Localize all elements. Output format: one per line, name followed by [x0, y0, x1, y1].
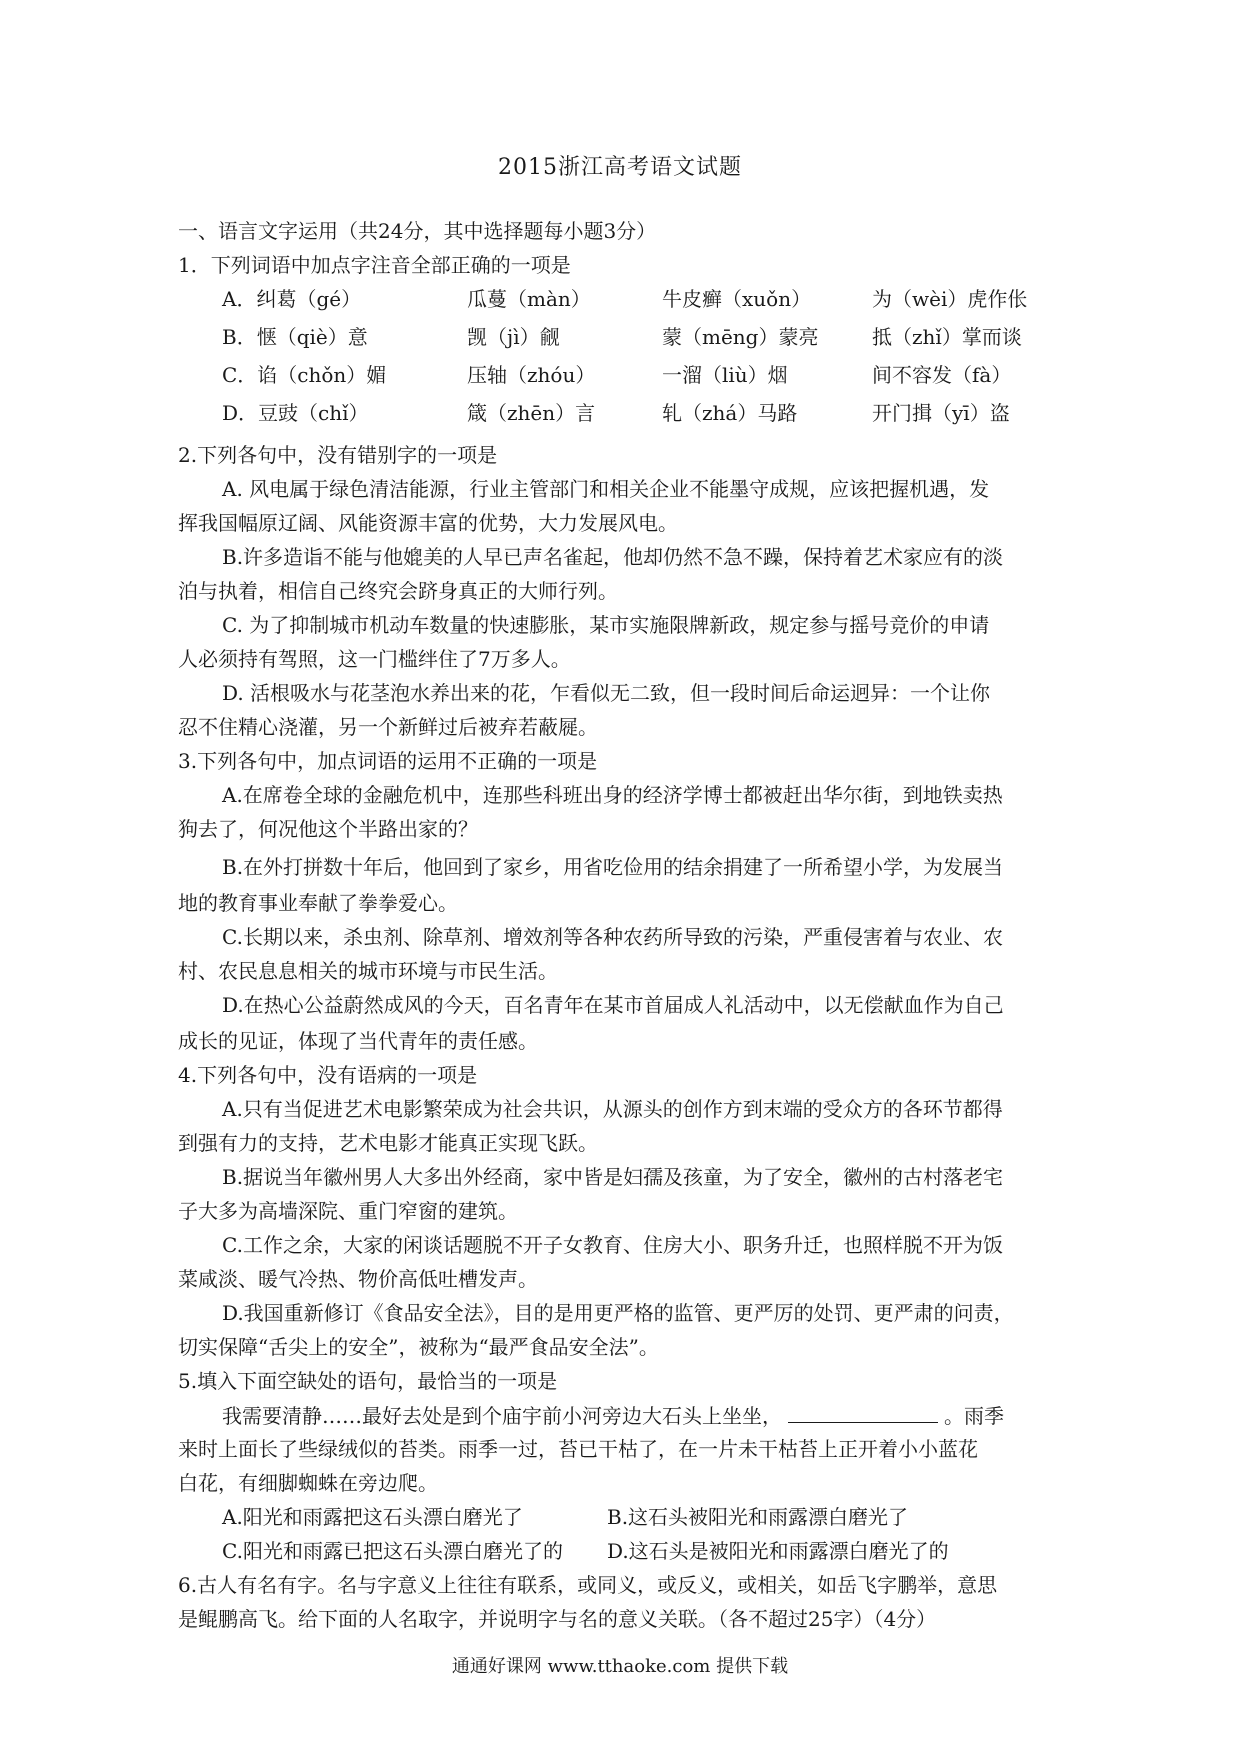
q5-passage-line3: 白花，有细脚蜘蛛在旁边爬。: [178, 1471, 438, 1495]
answer-blank: [788, 1400, 938, 1423]
q1-option-c: [222, 360, 1082, 390]
q1-b-word4: 抵（zhǐ）掌而谈: [872, 325, 1022, 349]
q5-passage-line2: 来时上面长了些绿绒似的苔类。雨季一过，苔已干枯了，在一片未干枯苔上正开着小小蓝花: [178, 1437, 978, 1461]
q1-c-word2: 压轴（zhóu）: [467, 363, 596, 387]
page-footer: 通通好课网 www.tthaoke.com 提供下载: [451, 1656, 789, 1677]
q5-option-c: C.阳光和雨露已把这石头漂白磨光了的: [222, 1539, 563, 1563]
q2-option-c-line2: 人必须持有驾照，这一门槛绊住了7万多人。: [178, 647, 571, 671]
q4-option-c-line2: 菜咸淡、暖气冷热、物价高低吐槽发声。: [178, 1267, 538, 1291]
q3-option-a-line2: 狗去了，何况他这个半路出家的？: [178, 817, 478, 841]
q4-option-c-line1: C.工作之余，大家的闲谈话题脱不开子女教育、住房大小、职务升迁，也照样脱不开为饭: [222, 1233, 1003, 1257]
q3-option-a-line1: A.在席卷全球的金融危机中，连那些科班出身的经济学博士都被赶出华尔街，到地铁卖热: [222, 783, 1003, 807]
q5-passage-before-blank: 我需要清静……最好去处是到个庙宇前小河旁边大石头上坐坐，: [222, 1404, 782, 1428]
q4-option-a-line1: A.只有当促进艺术电影繁荣成为社会共识，从源头的创作方到末端的受众方的各环节都得: [222, 1097, 1003, 1121]
q4-option-b-line2: 子大多为高墙深院、重门窄窗的建筑。: [178, 1199, 518, 1223]
q1-b-word3: 蒙（mēng）蒙亮: [662, 325, 819, 349]
q2-option-b-line1: B.许多造诣不能与他媲美的人早已声名雀起，他却仍然不急不躁，保持着艺术家应有的淡: [222, 545, 1004, 569]
q4-option-a-line2: 到强有力的支持，艺术电影才能真正实现飞跃。: [178, 1131, 598, 1155]
q2-option-b-line2: 泊与执着，相信自己终究会跻身真正的大师行列。: [178, 579, 618, 603]
q1-option-a: [222, 284, 1082, 314]
q3-option-d-line2: 成长的见证，体现了当代青年的责任感。: [178, 1029, 538, 1053]
q2-option-d-line2: 忍不住精心浇灌，另一个新鲜过后被弃若蔽屣。: [178, 715, 598, 739]
q4-stem: 4.下列各句中，没有语病的一项是: [178, 1063, 478, 1087]
q5-option-d: D.这石头是被阳光和雨露漂白磨光了的: [607, 1539, 949, 1563]
q2-option-a-line2: 挥我国幅原辽阔、风能资源丰富的优势，大力发展风电。: [178, 511, 678, 535]
q1-d-word4: 开门揖（yī）盗: [872, 401, 1010, 425]
q2-option-d-line1: D. 活根吸水与花茎泡水养出来的花，乍看似无二致，但一段时间后命运迥异：一个让你: [222, 681, 991, 705]
q4-option-d-line1: D.我国重新修订《食品安全法》，目的是用更严格的监管、更严厉的处罚、更严肃的问责，: [222, 1301, 1014, 1325]
q1-c-word4: 间不容发（fà）: [872, 363, 1012, 387]
q6-stem-line2: 是鲲鹏高飞。给下面的人名取字，并说明字与名的意义关联。（各不超过25字）（4分）: [178, 1607, 937, 1631]
q2-option-c-line1: C. 为了抑制城市机动车数量的快速膨胀，某市实施限牌新政，规定参与摇号竞价的申请: [222, 613, 990, 637]
q1-c-word3: 一溜（liù）烟: [662, 363, 788, 387]
q5-stem: 5.填入下面空缺处的语句，最恰当的一项是: [178, 1369, 558, 1393]
q5-option-b: B.这石头被阳光和雨露漂白磨光了: [607, 1505, 909, 1529]
q5-passage-line1: [222, 1400, 1068, 1431]
q2-option-a-line1: A. 风电属于绿色清洁能源，行业主管部门和相关企业不能墨守成规，应该把握机遇，发: [222, 477, 990, 501]
q4-option-d-line2: 切实保障“舌尖上的安全”，被称为“最严食品安全法”。: [178, 1335, 659, 1359]
q1-b-word2: 觊（jì）觎: [467, 325, 560, 349]
q3-option-c-line2: 村、农民息息相关的城市环境与市民生活。: [178, 959, 558, 983]
q3-option-c-line1: C.长期以来，杀虫剂、除草剂、增效剂等各种农药所导致的污染，严重侵害着与农业、农: [222, 925, 1003, 949]
q1-a-word4: 为（wèi）虎作伥: [872, 287, 1028, 311]
section-heading: 一、语言文字运用（共24分，其中选择题每小题3分）: [178, 219, 657, 243]
q1-a-word1: A．纠葛（gé）: [222, 287, 362, 311]
q1-d-word2: 箴（zhēn）言: [467, 401, 596, 425]
q3-option-b-line1: B.在外打拼数十年后，他回到了家乡，用省吃俭用的结余捐建了一所希望小学，为发展当: [222, 855, 1004, 879]
q1-option-d: [222, 398, 1082, 428]
q1-c-word1: C．谄（chǒn）媚: [222, 363, 387, 387]
q5-option-a: A.阳光和雨露把这石头漂白磨光了: [222, 1505, 523, 1529]
q3-option-d-line1: D.在热心公益蔚然成风的今天，百名青年在某市首届成人礼活动中，以无偿献血作为自己: [222, 993, 1004, 1017]
q2-stem: 2.下列各句中，没有错别字的一项是: [178, 443, 498, 467]
q1-b-word1: B．惬（qiè）意: [222, 325, 368, 349]
q1-stem: 1．下列词语中加点字注音全部正确的一项是: [178, 253, 571, 277]
q1-option-b: [222, 322, 1082, 352]
q5-passage-after-blank: 。雨季: [944, 1404, 1004, 1428]
q3-stem: 3.下列各句中，加点词语的运用不正确的一项是: [178, 749, 598, 773]
q1-d-word1: D．豆豉（chǐ）: [222, 401, 369, 425]
q1-d-word3: 轧（zhá）马路: [662, 401, 798, 425]
q1-a-word3: 牛皮癣（xuǒn）: [662, 287, 812, 311]
page-title: 2015浙江高考语文试题: [498, 155, 742, 180]
q4-option-b-line1: B.据说当年徽州男人大多出外经商，家中皆是妇孺及孩童，为了安全，徽州的古村落老宅: [222, 1165, 1004, 1189]
q3-option-b-line2: 地的教育事业奉献了拳拳爱心。: [178, 891, 458, 915]
q1-a-word2: 瓜蔓（màn）: [467, 287, 591, 311]
q6-stem-line1: 6.古人有名有字。名与字意义上往往有联系，或同义，或反义，或相关，如岳飞字鹏举，意思: [178, 1573, 998, 1597]
